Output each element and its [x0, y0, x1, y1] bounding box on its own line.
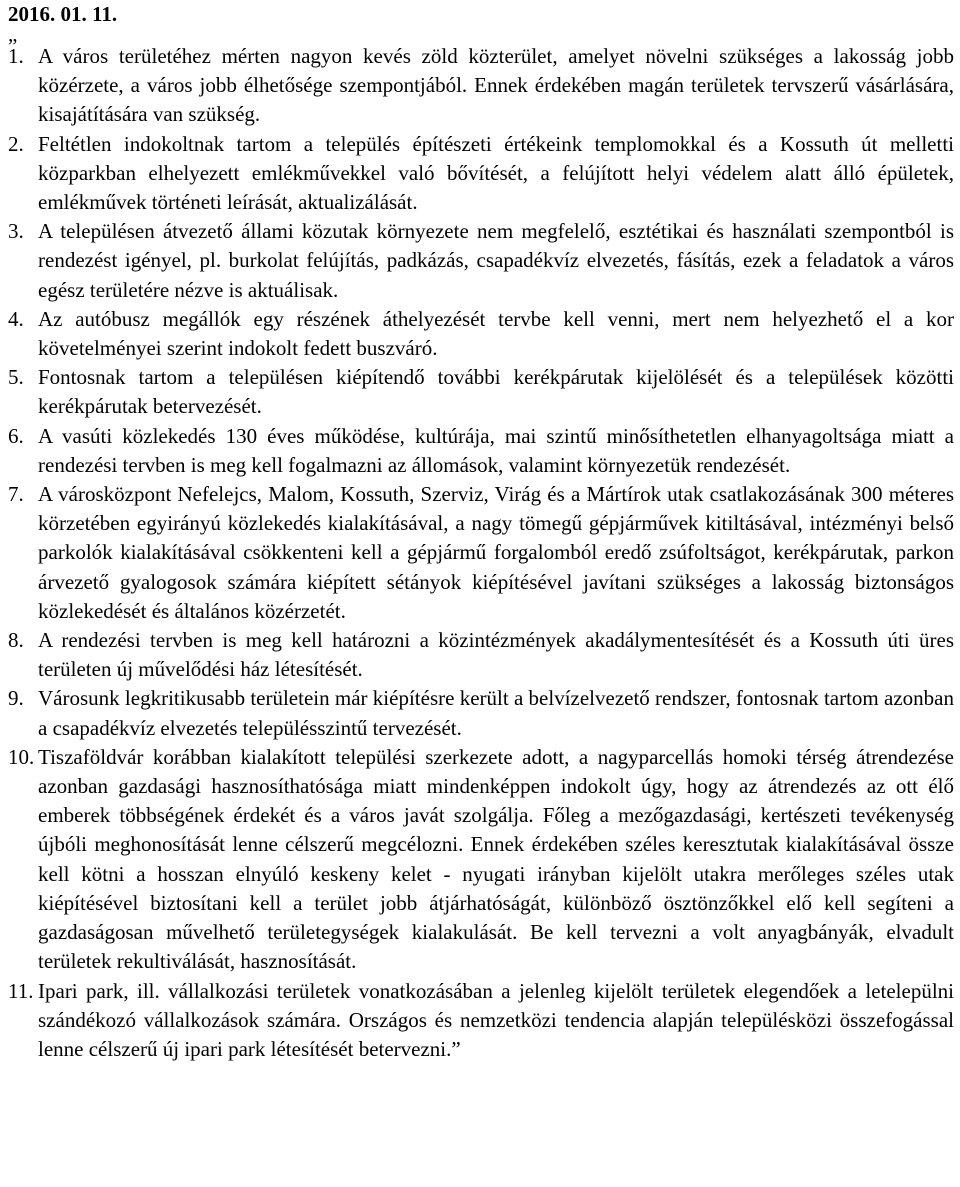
list-item	[8, 743, 954, 977]
list-item	[8, 363, 954, 421]
list-item-number: 6.	[8, 423, 24, 448]
list-item	[8, 977, 954, 1065]
list-item-text: Fontosnak tartom a településen kiépítendő további kerékpárutak kijelölését és a települések közötti kerékpárutak betervezését.	[38, 365, 954, 419]
list-item-number: 2.	[8, 131, 24, 156]
list-item	[8, 42, 954, 130]
list-item-text: A rendezési tervben is meg kell határozni a közintézmények akadálymentesítését és a Kossuth úti üres területen új művelődési ház létesítését.	[38, 628, 954, 682]
opening-quote-mark: „	[8, 22, 18, 46]
list-item-text: Városunk legkritikusabb területein már kiépítésre került a belvízelvezető rendszer, fontosnak tartom azonban a csapadékvíz elvezetés településszintű tervezését.	[38, 686, 954, 740]
list-item	[8, 684, 954, 742]
list-item-number: 9.	[8, 686, 24, 711]
list-item-number: 4.	[8, 306, 24, 331]
document-date: 2016. 01. 11.	[8, 2, 118, 26]
list-item	[8, 217, 954, 305]
list-item-text: A településen átvezető állami közutak környezete nem megfelelő, esztétikai és használati szempontból is rendezést igényel, pl. burkolat felújítás, padkázás, csapadékvíz elvezetés, fásítás, ezek a feladatok a város egész területére nézve is aktuálisak.	[38, 219, 954, 302]
list-item-number: 7.	[8, 482, 24, 507]
list-item-text: Feltétlen indokoltnak tartom a település építészeti értékeink templomokkal és a Kossuth út melletti közparkban elhelyezett emlékművekkel való bővítését, a felújított helyi védelem alatt álló épületek, emlékművek történeti leírását, aktualizálását.	[38, 131, 954, 215]
list-item	[8, 422, 954, 480]
list-item	[8, 480, 954, 626]
list-item-number: 1.	[8, 44, 24, 68]
list-item-number: 10.	[8, 744, 35, 769]
list-item-text: Ipari park, ill. vállalkozási területek vonatkozásában a jelenleg kijelölt területek elegendőek a letelepülni szándékozó vállalkozások számára. Országos és nemzetközi tendencia alapján településközi összefogással lenne célszerű új ipari park létesítését betervezni.”	[38, 978, 954, 1061]
list-item	[8, 626, 954, 684]
list-item-text: Az autóbusz megállók egy részének áthelyezését tervbe kell venni, mert nem helyezhető el a kor követelményei szerint indokolt fedett buszváró.	[38, 306, 954, 361]
list-item-number: 5.	[8, 365, 24, 390]
list-item	[8, 305, 954, 363]
list-item-text: Tiszaföldvár korábban kialakított települési szerkezete adott, a nagyparcellás homoki térség átrendezése azonban gazdasági hasznosíthatósága miatt mindenképpen indokolt úgy, hogy az átrendezés az ott élő emberek többségének érdekét és a város javát szolgálja. Főleg a mezőgazdasági, kertészeti tevékenység újbóli meghonosítását lenne célszerű megcélozni. Ennek érdekében széles keresztutak kialakításával össze kell kötni a hosszan elnyúló keskeny kelet - nyugati irányban kijelölt utakra merőleges széles utak kiépítésével biztosítani kell a terület jobb átjárhatóságát, különböző ösztönzőkkel elő kell segíteni a gazdaságosan művelhető területegységek kialakulását. Be kell tervezni a volt anyagbányák, elvadult területek rekultiválását, hasznosítását.	[38, 744, 954, 974]
list-item-number: 8.	[8, 628, 24, 653]
list-item-text: A vasúti közlekedés 130 éves működése, kultúrája, mai szintű minősíthetetlen elhanyagoltsága miatt a rendezési tervben is meg kell fogalmazni az állomások, valamint környezetük rendezését.	[38, 423, 954, 477]
list-item-text: A város területéhez mérten nagyon kevés zöld közterület, amelyet növelni szükséges a lakosság jobb közérzete, a város jobb élhetősége szempontjából. Ennek érdekében magán területek tervszerű vásárlására, kisajátítására van szükség.	[38, 44, 954, 127]
list-item-text: A városközpont Nefelejcs, Malom, Kossuth, Szerviz, Virág és a Mártírok utak csatlakozásának 300 méteres körzetében egyirányú közlekedés kialakításával, a nagy tömegű gépjárművek kitiltásával, intézményi belső parkolók kialakításával csökkenteni kell a gépjármű forgalomból eredő zsúfoltságot, kerékpárutak, parkon árvezető gyalogosok számára kiépített sétányok kiépítésével javítani szükséges a lakosság biztonságos közlekedését és általános közérzetét.	[38, 482, 954, 623]
list-item	[8, 130, 954, 218]
list-item-number: 11.	[8, 978, 34, 1003]
list-item-number: 3.	[8, 219, 24, 244]
numbered-list	[8, 42, 954, 1064]
